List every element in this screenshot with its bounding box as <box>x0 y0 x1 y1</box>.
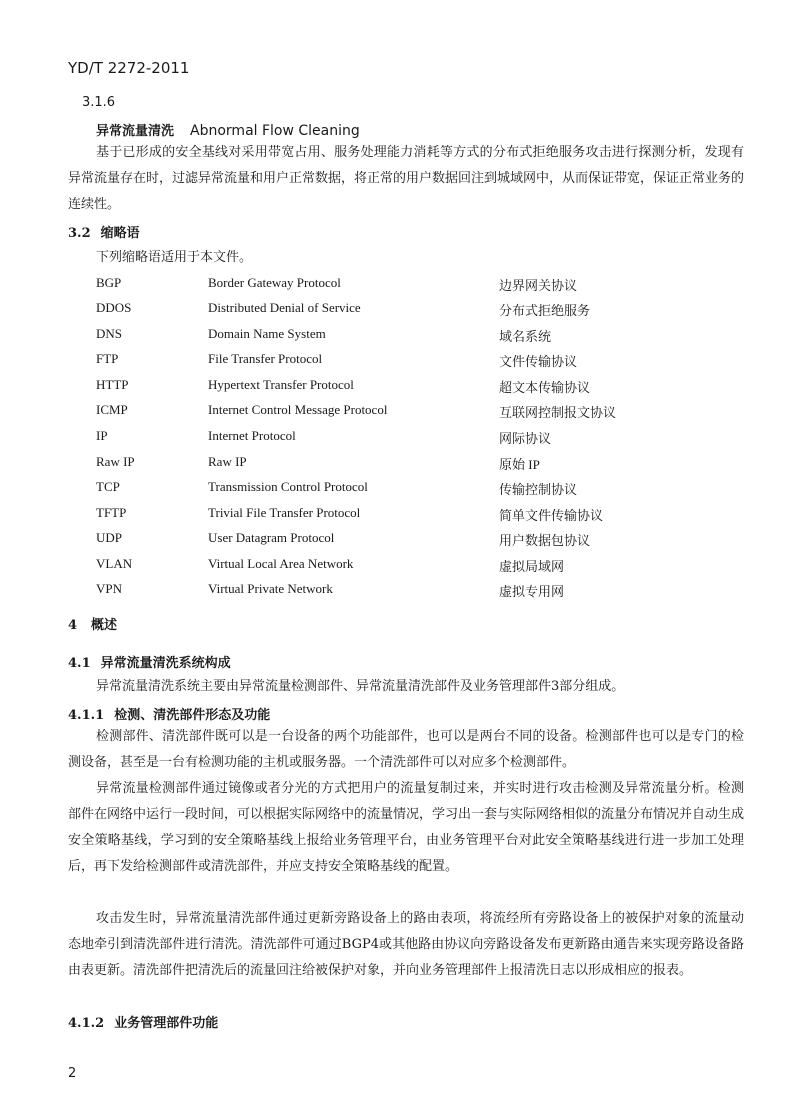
section-heading-4-1-1 <box>68 704 270 723</box>
abbreviation-chinese: 简单文件传输协议 <box>499 508 604 523</box>
abbreviation-row <box>0 530 800 555</box>
abbreviation-row <box>0 326 800 351</box>
section-number: 4 <box>68 618 78 633</box>
term-title-en: Abnormal Flow Cleaning <box>190 123 360 139</box>
paragraph: 异常流量检测部件通过镜像或者分光的方式把用户的流量复制过来，并实时进行攻击检测及异常流量分析。检测部件在网络中运行一段时间，可以根据实际网络中的流量情况，学习出一套与实际网络相似的流量分布情况并自动生成安全策略基线，学习到的安全策略基线上报给业务管理平台，由业务管理平台对此安全策略基线进行进一步加工处理后，再下发给检测部件或清洗部件，并应支持安全策略基线的配置。 <box>68 781 745 874</box>
abbreviation-chinese: 文件传输协议 <box>499 354 578 369</box>
abbreviation-row <box>0 581 800 606</box>
document-id: YD/T 2272-2011 <box>68 59 190 77</box>
abbreviation-row <box>0 351 800 376</box>
abbreviation: TCP <box>96 479 120 494</box>
paragraph: 攻击发生时，异常流量清洗部件通过更新旁路设备上的路由表项，将流经所有旁路设备上的被保护对象的流量动态地牵引到清洗部件进行清洗。清洗部件可通过BGP4或其他路由协议向旁路设备发布更新路由通告来实现旁路设备路由表更新。清洗部件把清洗后的流量回注给被保护对象，并向业务管理部件上报清洗日志以形成相应的报表。 <box>68 911 744 978</box>
abbreviation: ICMP <box>96 402 128 417</box>
section-heading-4 <box>68 614 117 633</box>
section-title: 概述 <box>91 618 118 633</box>
section-title: 业务管理部件功能 <box>114 1016 219 1031</box>
term-title-cn: 异常流量清洗 <box>96 124 175 139</box>
abbreviation-chinese: 域名系统 <box>499 329 552 344</box>
abbreviation-chinese: 分布式拒绝服务 <box>499 303 591 318</box>
abbreviation: Raw IP <box>96 454 135 469</box>
abbreviation-english: Distributed Denial of Service <box>208 300 361 315</box>
abbreviation-english: Virtual Private Network <box>208 581 333 596</box>
abbreviation-english: Internet Protocol <box>208 428 296 443</box>
abbreviation-english: Raw IP <box>208 454 247 469</box>
abbreviation-row <box>0 505 800 530</box>
section-number: 4.1.2 <box>68 1016 105 1031</box>
abbreviation: TFTP <box>96 505 127 520</box>
abbreviation-row <box>0 428 800 453</box>
abbreviation-english: Virtual Local Area Network <box>208 556 354 571</box>
paragraph: 异常流量清洗系统主要由异常流量检测部件、异常流量清洗部件及业务管理部件3部分组成。 <box>96 679 625 694</box>
abbreviation-row <box>0 275 800 300</box>
abbreviation-chinese: 网际协议 <box>499 431 552 446</box>
abbreviation: DDOS <box>96 300 132 315</box>
abbreviation-chinese: 原始 IP <box>499 457 540 472</box>
abbreviation-chinese: 虚拟专用网 <box>499 584 565 599</box>
paragraph: 检测部件、清洗部件既可以是一台设备的两个功能部件，也可以是两台不同的设备。检测部件也可以是专门的检测设备，甚至是一台有检测功能的主机或服务器。一个清洗部件可以对应多个检测部件。 <box>68 729 744 770</box>
clause-number: 3.1.6 <box>82 95 116 110</box>
section-number: 4.1 <box>68 656 91 671</box>
section-title: 检测、清洗部件形态及功能 <box>114 708 271 723</box>
abbreviation-chinese: 超文本传输协议 <box>499 380 591 395</box>
abbreviation: BGP <box>96 275 122 290</box>
abbreviation-row <box>0 402 800 427</box>
abbreviation: VLAN <box>96 556 133 571</box>
section-heading-4-1 <box>68 652 231 671</box>
section-heading-3-2 <box>68 222 140 241</box>
abbreviation-row <box>0 454 800 479</box>
abbreviation-row <box>0 556 800 581</box>
abbreviation-row <box>0 377 800 402</box>
abbreviation-row <box>0 300 800 325</box>
abbreviation-english: Domain Name System <box>208 326 326 341</box>
abbreviation-chinese: 传输控制协议 <box>499 482 578 497</box>
abbreviation: UDP <box>96 530 123 545</box>
abbreviation-english: Hypertext Transfer Protocol <box>208 377 354 392</box>
abbreviation-chinese: 边界网关协议 <box>499 278 578 293</box>
section-title: 缩略语 <box>100 226 140 241</box>
section-number: 4.1.1 <box>68 708 105 723</box>
abbreviation-chinese: 用户数据包协议 <box>499 533 591 548</box>
page-number: 2 <box>68 1066 77 1081</box>
abbreviation-english: Transmission Control Protocol <box>208 479 368 494</box>
term-definition: 基于已形成的安全基线对采用带宽占用、服务处理能力消耗等方式的分布式拒绝服务攻击进行探测分析，发现有异常流量存在时，过滤异常流量和用户正常数据，将正常的用户数据回注到城域网中，从而保证带宽，保证正常业务的连续性。 <box>68 145 745 212</box>
abbreviation-english: Internet Control Message Protocol <box>208 402 388 417</box>
term-title <box>96 120 360 139</box>
abbreviation-chinese: 互联网控制报文协议 <box>499 405 617 420</box>
abbreviation: HTTP <box>96 377 129 392</box>
section-number: 3.2 <box>68 226 91 241</box>
abbreviation: IP <box>96 428 108 443</box>
abbreviation-english: Border Gateway Protocol <box>208 275 341 290</box>
abbreviation: DNS <box>96 326 123 341</box>
abbreviation-english: Trivial File Transfer Protocol <box>208 505 361 520</box>
abbreviation: FTP <box>96 351 119 366</box>
abbreviation-row <box>0 479 800 504</box>
abbreviation-chinese: 虚拟局域网 <box>499 559 565 574</box>
abbreviations-intro: 下列缩略语适用于本文件。 <box>96 250 253 265</box>
abbreviation-english: File Transfer Protocol <box>208 351 323 366</box>
section-title: 异常流量清洗系统构成 <box>100 656 231 671</box>
abbreviation-english: User Datagram Protocol <box>208 530 335 545</box>
abbreviation: VPN <box>96 581 123 596</box>
section-heading-4-1-2 <box>68 1012 218 1031</box>
